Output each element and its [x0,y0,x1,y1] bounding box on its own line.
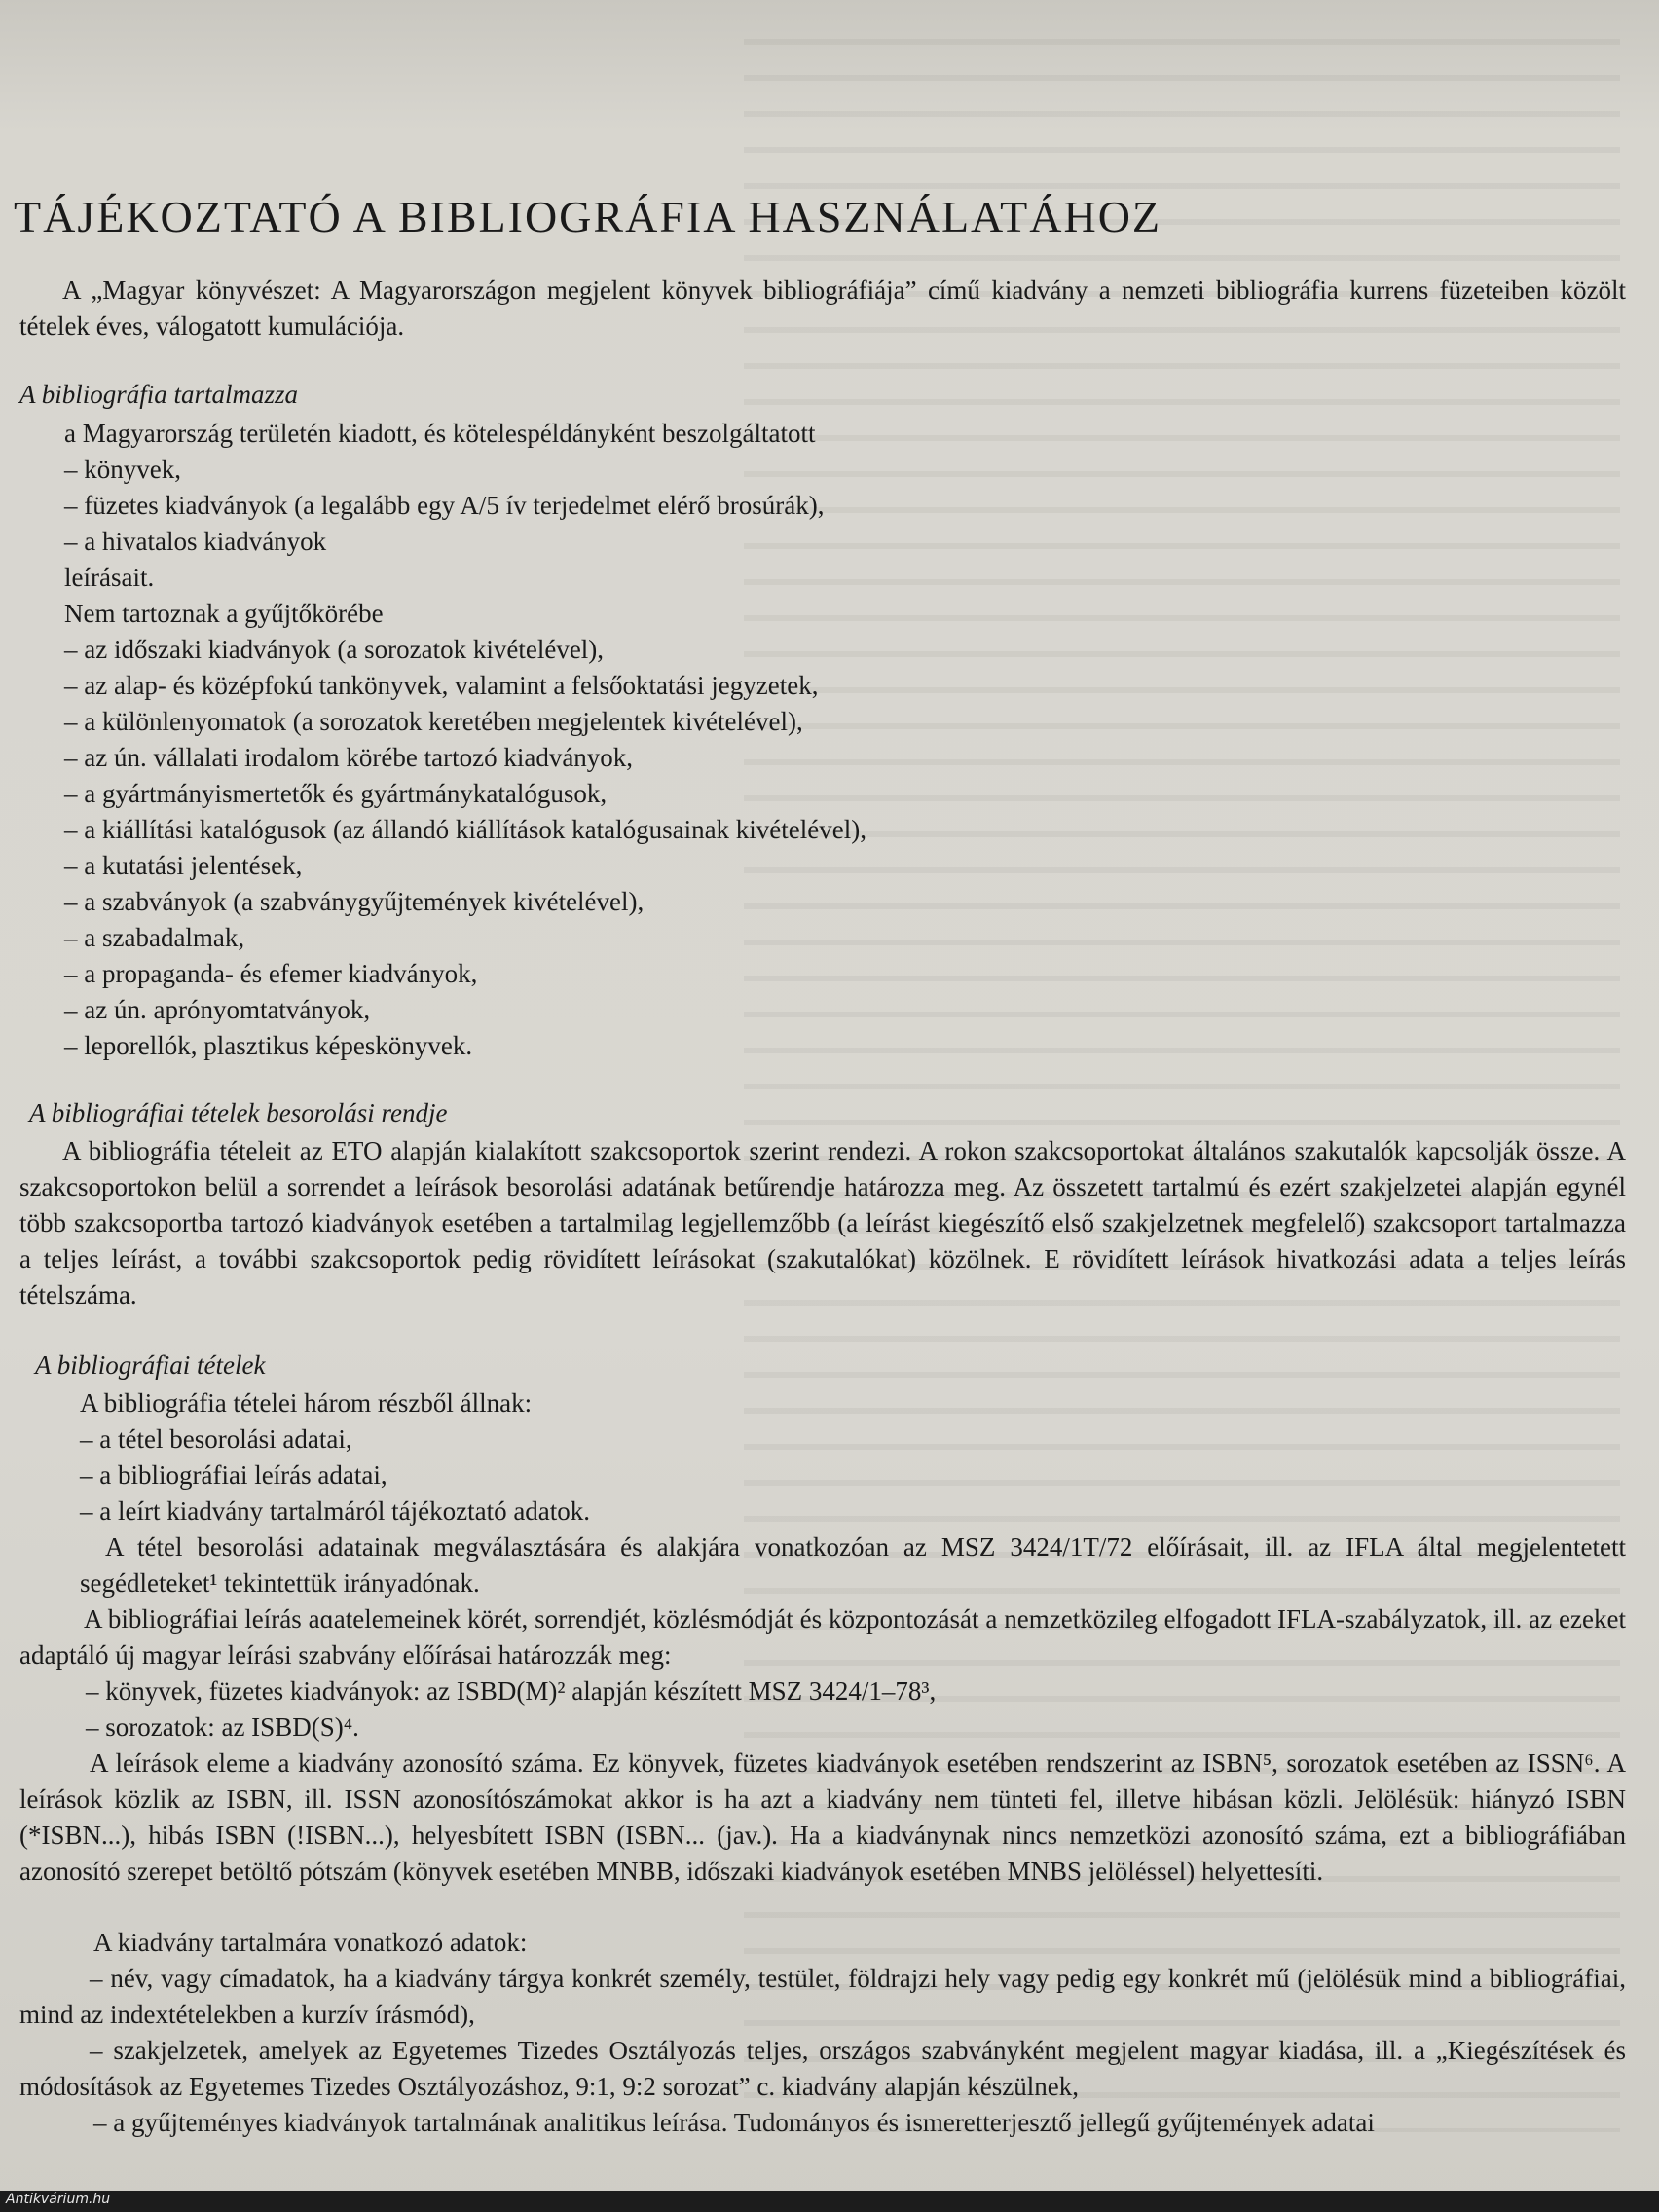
items-paragraph-4a: – név, vagy címadatok, ha a kiadvány tárgya konkrét személy, testület, földrajzi hely vagy pedig egy konkrét mű (jelölésük mind a bibliográfiai, mind az indextételekben a kurzív írásmód), [19,1964,1626,2029]
list-item: – a különlenyomatok (a sorozatok keretében megjelentek kivételével), [64,707,803,736]
list-item: leírásait. [64,563,155,592]
list-item: Nem tartoznak a gyűjtőkörébe [64,599,384,628]
items-paragraph-3: A leírások eleme a kiadvány azonosító száma. Ez könyvek, füzetes kiadványok esetében rendszerint az ISBN⁵, sorozatok esetében az ISSN⁶. A leírások közlik az ISBN, ill. ISSN azonosítószámokat akkor is ha azt a kiadvány nem tünteti fel, illetve hibásan közli. Jelölésük: hiányzó ISBN (*ISBN...), hibás ISBN (!ISBN...), helyesbített ISBN (ISBN... (jav.). Ha a kiadványnak nincs nemzetközi azonosító száma, ezt a bibliográfiában azonosító szerepet betöltő pótszám (könyvek esetében MNBB, időszaki kiadványok esetében MNBS jelöléssel) helyettesíti. [19,1749,1626,1886]
list-item: – leporellók, plasztikus képeskönyvek. [64,1031,473,1060]
list-item: – könyvek, füzetes kiadványok: az ISBD(M)² alapján készített MSZ 3424/1–78³, [86,1677,937,1706]
list-item: – füzetes kiadványok (a legalább egy A/5 ív terjedelmet elérő brosúrák), [64,491,825,520]
intro-paragraph: A „Magyar könyvészet: A Magyarországon megjelent könyvek bibliográfiája” című kiadvány a nemzeti bibliográfia kurrens füzeteiben közölt tételek éves, válogatott kumulációja. [19,276,1626,341]
list-item: – könyvek, [64,455,181,484]
section-title-items: A bibliográfiai tételek [35,1350,266,1380]
list-item: – a propaganda- és efemer kiadványok, [64,959,478,988]
watermark-logo: Antikvárium.hu [6,2192,111,2207]
list-item: – a szabványok (a szabványgyűjtemények kivételével), [64,887,645,916]
items-paragraph-1: A tétel besorolási adatainak megválasztására és alakjára vonatkozóan az MSZ 3424/1T/72 előírásait, ill. az IFLA által megjelentetett segédleteket¹ tekintettük irányadónak. [80,1532,1626,1598]
content-list [64,416,866,1064]
list-item: – sorozatok: az ISBD(S)⁴. [86,1713,359,1742]
section-title-content: A bibliográfia tartalmazza [19,380,299,409]
list-item: – az időszaki kiadványok (a sorozatok kivételével), [64,635,605,664]
list-item: – az ún. aprónyomtatványok, [64,995,371,1024]
section-title-order: A bibliográfiai tételek besorolási rendje [29,1098,448,1127]
list-item: – a leírt kiadvány tartalmáról tájékoztató adatok. [80,1496,591,1526]
list-item: – a kiállítási katalógusok (az állandó kiállítások katalógusainak kivételével), [64,815,866,844]
items-paragraph-2: A bibliográfiai leírás aɑatelemeinek körét, sorrendjét, közlésmódját és központozását a nemzetközileg elfogadott IFLA-szabályzatok, ill. az ezeket adaptáló új magyar leírási szabvány előírásai határozzák meg: [19,1604,1626,1670]
list-item: – a hivatalos kiadványok [64,527,327,556]
list-item: – a szabadalmak, [64,923,245,952]
items-paragraph-4b: – szakjelzetek, amelyek az Egyetemes Tizedes Osztályozás teljes, országos szabványként megjelent magyar kiadása, ill. a „Kiegészítések és módosítások az Egyetemes Tizedes Osztályozáshoz, 9:1, 9:2 sorozat” c. kiadvány alapján készülnek, [19,2036,1626,2101]
page-title: TÁJÉKOZTATÓ A BIBLIOGRÁFIA HASZNÁLATÁHOZ [14,192,1162,241]
standards-list [86,1674,936,1746]
list-item: a Magyarország területén kiadott, és kötelespéldányként beszolgáltatott [64,419,816,448]
list-item: – a kutatási jelentések, [64,851,303,880]
list-item: – az ún. vállalati irodalom körébe tartozó kiadványok, [64,743,634,772]
list-item: – a tétel besorolási adatai, [80,1424,352,1454]
bottom-strip [0,2191,1659,2212]
list-item: – az alap- és középfokú tankönyvek, valamint a felsőoktatási jegyzetek, [64,671,819,700]
order-paragraph: A bibliográfia tételeit az ETO alapján kialakított szakcsoportok szerint rendezi. A rokon szakcsoportokat általános szakutalók kapcsolják össze. A szakcsoportokon belül a sorrendet a leírások besorolási adatának betűrendje határozza meg. Az összetett tartalmú és ezért szakjelzetei alapján egynél több szakcsoportba tartozó kiadványok esetében a tartalmilag legjellemzőbb (a leírást kiegészítő első szakjelzetnek megfelelő) szakcsoport tartalmazza a teljes leírást, a további szakcsoportok pedig rövidített leírásokat (szakutalókat) közölnek. E rövidített leírások hivatkozási adata a teljes leírás tételszáma. [19,1136,1626,1309]
items-subtitle: A kiadvány tartalmára vonatkozó adatok: [93,1928,528,1957]
list-item: – a bibliográfiai leírás adatai, [80,1460,387,1490]
items-paragraph-4c: – a gyűjteményes kiadványok tartalmának analitikus leírása. Tudományos és ismeretterjesztő jellegű gyűjtemények adatai [93,2108,1375,2137]
list-item: A bibliográfia tételei három részből állnak: [80,1388,533,1418]
list-item: – a gyártmányismertetők és gyártmánykatalógusok, [64,779,608,808]
items-list [80,1385,590,1530]
